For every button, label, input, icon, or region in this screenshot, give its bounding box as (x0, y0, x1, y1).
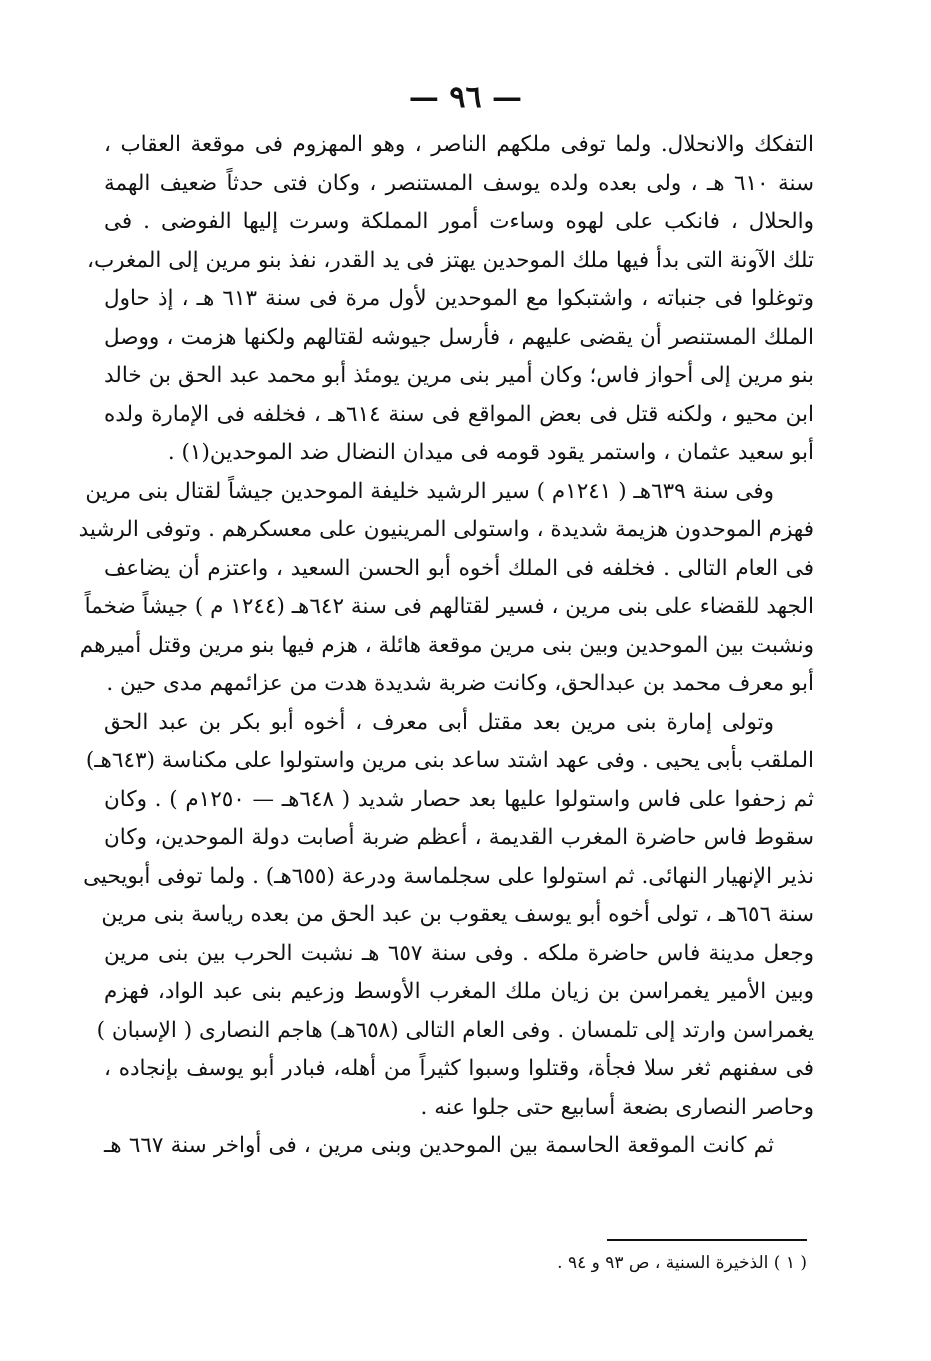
body-text (78, 126, 815, 1166)
paragraph (83, 704, 814, 1128)
paragraph (104, 1127, 814, 1166)
text-line: يغمراسن وارتد إلى تلمسان . وفى العام التالى (٦٥٨هـ) هاجم النصارى ( الإسبان ) (96, 1017, 814, 1043)
text-line: تلك الآونة التى بدأ فيها ملك الموحدين يهتز فى يد القدر، نفذ بنو مرين إلى المغرب، (87, 247, 814, 273)
text-line: أبو سعيد عثمان ، واستمر يقود قومه فى ميدان النضال ضد الموحدين(١) . (167, 440, 814, 465)
paragraph (78, 473, 814, 704)
text-line: أبو معرف محمد بن عبدالحق، وكانت ضربة شديدة هدت من عزائمهم مدى حين . (106, 671, 814, 696)
text-line: ونشبت بين الموحدين وبين بنى مرين موقعة هائلة ، هزم فيها بنو مرين وقتل أميرهم (79, 632, 814, 658)
footnote: ( ١ ) الذخيرة السنية ، ص ٩٣ و ٩٤ . (557, 1253, 807, 1273)
text-line: وتولى إمارة بنى مرين بعد مقتل أبى معرف ، أخوه أبو بكر بن عبد الحق (104, 709, 774, 735)
text-line: وحاصر النصارى بضعة أسابيع حتى جلوا عنه . (420, 1094, 814, 1120)
text-line: وفى سنة ٦٣٩هـ ( ١٢٤١م ) سير الرشيد خليفة الموحدين جيشاً لقتال بنى مرين (85, 478, 774, 504)
text-line: سقوط فاس حاضرة المغرب القديمة ، أعظم ضربة أصابت دولة الموحدين، وكان (104, 825, 814, 850)
text-line: سنة ٦٥٦هـ ، تولى أخوه أبو يوسف يعقوب بن عبد الحق من بعده رياسة بنى مرين (101, 902, 814, 927)
text-line: فى العام التالى . فخلفه فى الملك أخوه أبو الحسن السعيد ، واعتزم أن يضاعف (104, 555, 814, 581)
text-line: فهزم الموحدون هزيمة شديدة ، واستولى المرينيون على معسكرهم . وتوفى الرشيد (78, 517, 814, 542)
text-line: وتوغلوا فى جنباته ، واشتبكوا مع الموحدين لأول مرة فى سنة ٦١٣ هـ ، إذ حاول (104, 286, 814, 311)
text-line: وبين الأمير يغمراسن بن زيان ملك المغرب الأوسط وزعيم بنى عبد الواد، فهزم (104, 979, 814, 1004)
text-line: بنو مرين إلى أحواز فاس؛ وكان أمير بنى مرين يومئذ أبو محمد عبد الحق بن خالد (104, 363, 814, 388)
footnote-divider (607, 1239, 807, 1241)
text-line: التفكك والانحلال. ولما توفى ملكهم الناصر ، وهو المهزوم فى موقعة العقاب ، (104, 132, 814, 157)
text-line: ثم زحفوا على فاس واستولوا عليها بعد حصار شديد ( ٦٤٨هـ — ١٢٥٠م ) . وكان (104, 786, 814, 812)
text-line: والحلال ، فانكب على لهوه وساءت أمور المملكة وسرت إليها الفوضى . فى (104, 209, 814, 234)
text-line: فى سفنهم ثغر سلا فجأة، وقتلوا وسبوا كثيراً من أهله، فبادر أبو يوسف بإنجاده ، (104, 1056, 814, 1081)
text-line: الملك المستنصر أن يقضى عليهم ، فأرسل جيوشه لقتالهم ولكنها هزمت ، ووصل (104, 324, 814, 350)
text-line: نذير الإنهيار النهائى. ثم استولوا على سجلماسة ودرعة (٦٥٥هـ) . ولما توفى أبويحيى (83, 863, 814, 889)
text-line: الملقب بأبى يحيى . وفى عهد اشتد ساعد بنى مرين واستولوا على مكناسة (٦٤٣هـ) (85, 748, 814, 773)
text-line: ثم كانت الموقعة الحاسمة بين الموحدين وبنى مرين ، فى أواخر سنة ٦٦٧ هـ (104, 1133, 774, 1158)
text-line: الجهد للقضاء على بنى مرين ، فسير لقتالهم فى سنة ٦٤٢هـ (١٢٤٤ م ) جيشاً ضخماً (84, 594, 814, 619)
text-line: وجعل مدينة فاس حاضرة ملكه . وفى سنة ٦٥٧ هـ نشبت الحرب بين بنى مرين (104, 940, 814, 966)
text-line: ابن محيو ، ولكنه قتل فى بعض المواقع فى سنة ٦١٤هـ ، فخلفه فى الإمارة ولده (104, 401, 815, 427)
text-line: سنة ٦١٠ هـ ، ولى بعده ولده يوسف المستنصر ، وكان فتى حدثاً ضعيف الهمة (104, 170, 814, 196)
paragraph (87, 126, 815, 473)
page-number: — ٩٦ — (408, 80, 523, 115)
